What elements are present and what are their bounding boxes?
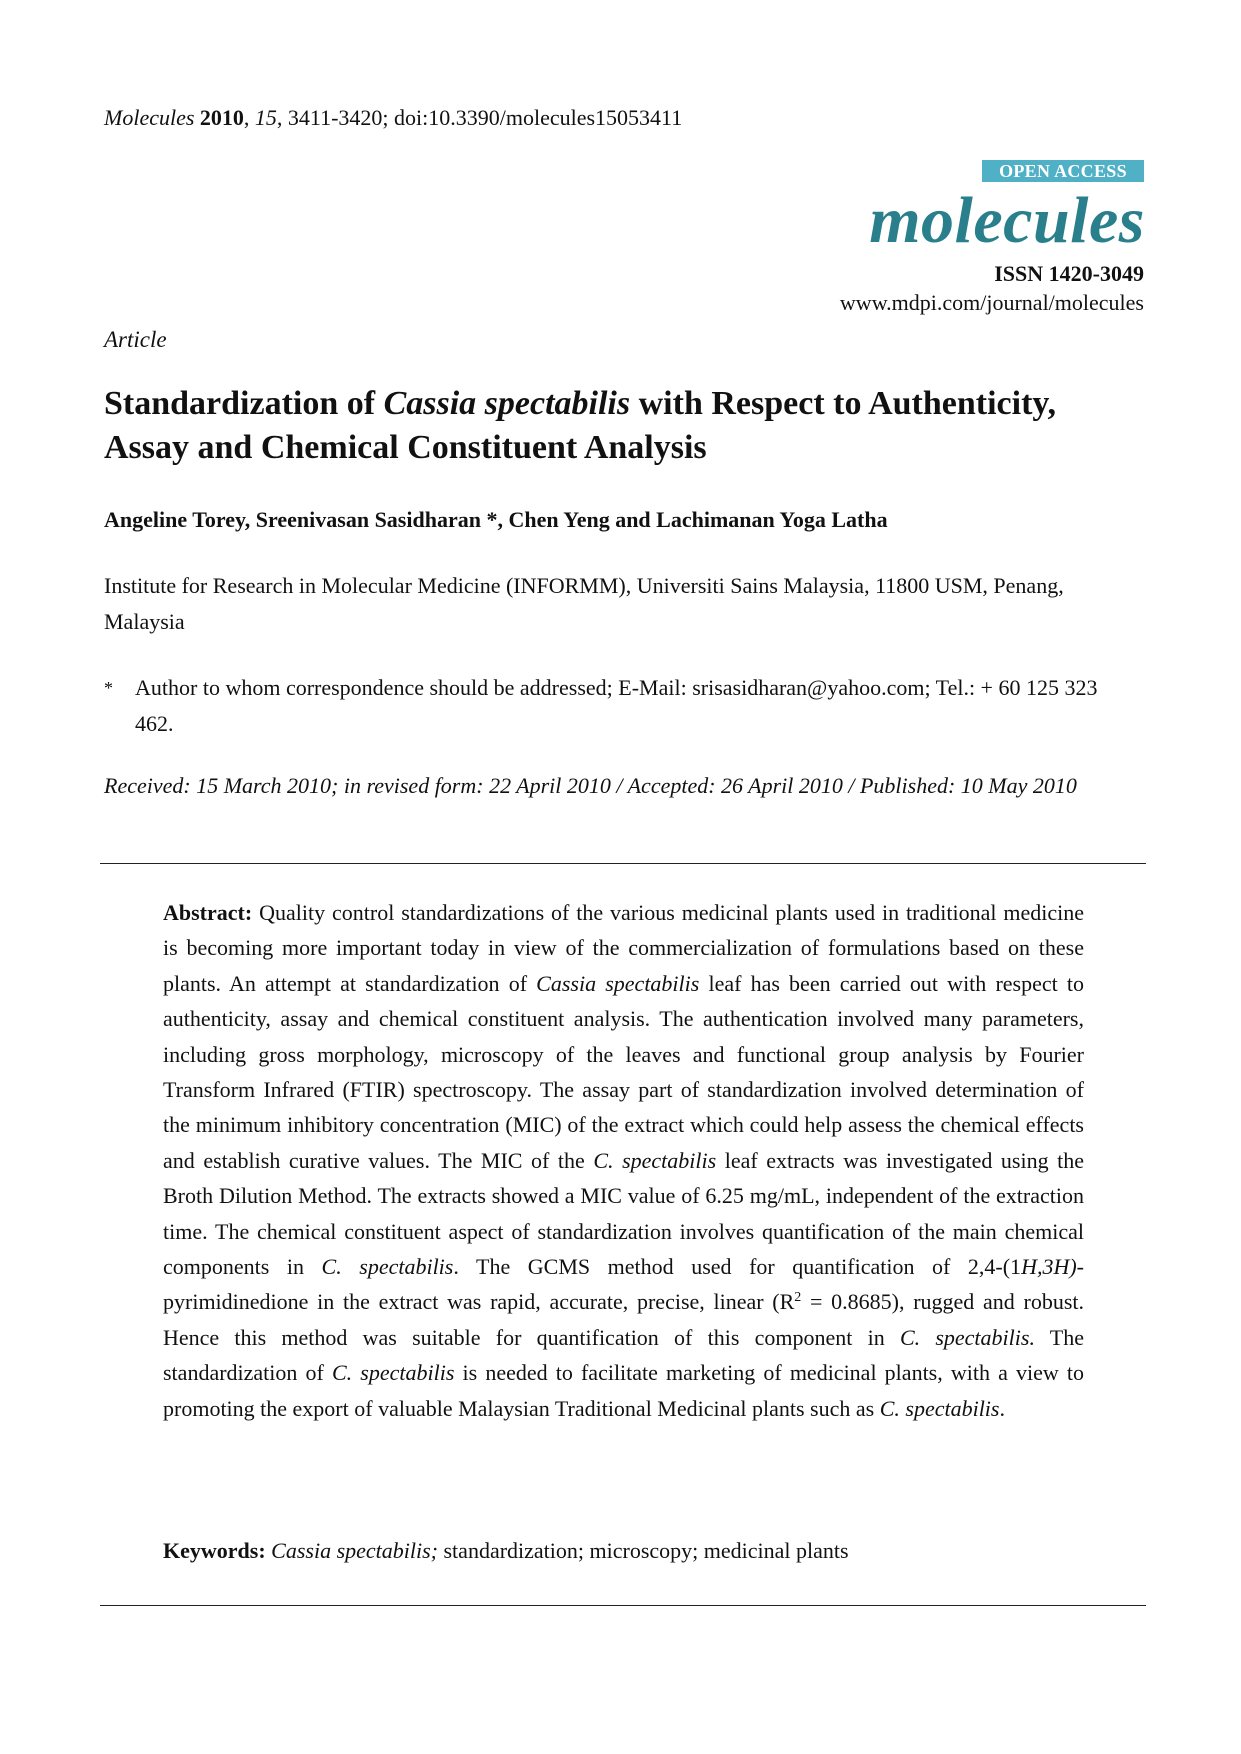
abstract-text: leaf extracts was investigated using the Broth Dilution Method. The extracts showed a MIC value of 6.25 mg/mL, independent of the extraction time. The chemical constituent aspect of standardization involves quantification of the main chemical components in: [163, 1147, 1085, 1280]
abstract-text: . The GCMS method used for quantification of 2,4-(1: [453, 1254, 1022, 1280]
abstract-species: C. spectabilis: [331, 1360, 455, 1386]
citation-year: 2010: [199, 105, 244, 130]
abstract-text: leaf has been carried out with respect to authenticity, assay and chemical constituent analysis. The authentication involved many parameters, including gross morphology, microscopy of the leaves and functional group analysis by Fourier Transform Infrared (FTIR) spectroscopy. The assay part of standardization involved determination of the minimum inhibitory concentration (MIC) of the extract which could help assess the chemical effects and establish curative values. The MIC of the: [163, 970, 1084, 1173]
abstract-text: is needed to facilitate marketing of medicinal plants, with a view to promoting the export of valuable Malaysian Traditional Medicinal plants such as: [163, 1360, 1084, 1421]
keywords-label: Keywords:: [163, 1538, 266, 1563]
abstract-text: .: [999, 1395, 1005, 1421]
publication-dates: Received: 15 March 2010; in revised form: 22 April 2010 / Accepted: 26 April 2010 / Published: 10 May 2010: [104, 773, 1077, 798]
citation-journal: Molecules: [104, 105, 195, 130]
abstract-superscript: 2: [794, 1290, 802, 1306]
correspondence-marker: *: [104, 678, 113, 698]
authors: Angeline Torey, Sreenivasan Sasidharan *, Chen Yeng and Lachimanan Yoga Latha: [104, 507, 888, 532]
journal-url[interactable]: www.mdpi.com/journal/molecules: [839, 290, 1144, 315]
abstract-species: C. spectabilis: [321, 1254, 454, 1280]
abstract-species: Cassia spectabilis: [536, 970, 700, 996]
title-part-1: Standardization of: [104, 385, 384, 422]
abstract-species: C. spectabilis.: [899, 1324, 1035, 1350]
issn: ISSN 1420-3049: [994, 261, 1144, 286]
citation-line: Molecules 2010, 15, 3411-3420; doi:10.3390/molecules15053411: [104, 105, 683, 130]
paper-title: [104, 382, 1144, 470]
citation-volume: 15: [254, 105, 277, 130]
title-part-2: with Respect to Authenticity, Assay and Chemical Constituent Analysis: [104, 385, 1057, 466]
abstract-species: C. spectabilis: [593, 1147, 717, 1173]
divider-top: [100, 863, 1146, 864]
title-species: Cassia spectabilis: [383, 385, 631, 422]
abstract-text: Quality control standardizations of the various medicinal plants used in traditional medicine is becoming more important today in view of the commercialization of formulations based on these plants. An attempt at standardization of: [163, 900, 1084, 996]
affiliation: Institute for Research in Molecular Medicine (INFORMM), Universiti Sains Malaysia, 11800 USM, Penang, Malaysia: [104, 573, 1064, 634]
article-type: Article: [104, 327, 167, 352]
abstract-label: Abstract:: [163, 900, 253, 925]
abstract-text: -pyrimidinedione in the extract was rapid, accurate, precise, linear (R: [163, 1254, 1084, 1315]
keywords: [163, 1536, 1084, 1566]
keywords-species: Cassia spectabilis;: [265, 1538, 438, 1563]
abstract-text: = 0.8685), rugged and robust. Hence this method was suitable for quantification of this component in: [163, 1289, 1084, 1350]
abstract-chem-term: H,3H): [1021, 1254, 1077, 1280]
abstract-species: C. spectabilis: [879, 1395, 1000, 1421]
journal-logo: molecules: [869, 184, 1145, 257]
divider-bottom: [100, 1605, 1146, 1606]
keywords-list: standardization; microscopy; medicinal plants: [438, 1538, 849, 1563]
citation-pages-doi: , 3411-3420; doi:10.3390/molecules15053411: [276, 105, 683, 130]
open-access-badge: OPEN ACCESS: [982, 160, 1144, 182]
abstract: [163, 895, 1084, 1426]
correspondence-note: Author to whom correspondence should be addressed; E-Mail: srisasidharan@yahoo.com; Tel.: + 60 125 323 462.: [135, 675, 1098, 736]
abstract-text: The standardization of: [163, 1324, 1084, 1386]
